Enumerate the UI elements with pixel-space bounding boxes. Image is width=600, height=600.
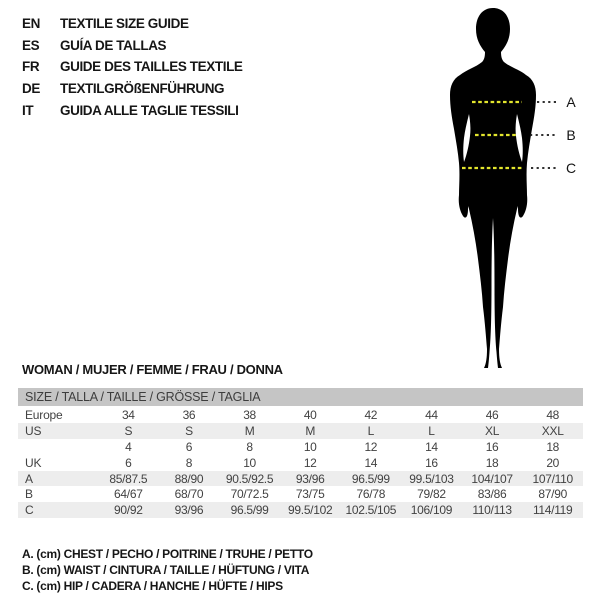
table-row-hip: C 90/92 93/96 96.5/99 99.5/102 102.5/105 106/109 110/113 114/119 bbox=[18, 502, 583, 518]
table-row-europe: Europe 34 36 38 40 42 44 46 48 bbox=[18, 408, 583, 424]
row-label: Europe bbox=[25, 408, 63, 423]
woman-silhouette bbox=[430, 0, 600, 380]
measurement-legend bbox=[22, 547, 313, 595]
table-row-waist: B 64/67 68/70 70/72.5 73/75 76/78 79/82 83/86 87/90 bbox=[18, 486, 583, 502]
measure-label-c: C bbox=[565, 160, 577, 176]
language-list bbox=[22, 13, 243, 121]
body-measurement-figure bbox=[430, 0, 600, 380]
row-label: UK bbox=[25, 455, 42, 470]
table-row-uk: UK 6 8 10 12 14 16 18 20 bbox=[18, 455, 583, 471]
size-table-header: SIZE / TALLA / TAILLE / GRÖSSE / TAGLIA bbox=[18, 388, 583, 406]
guide-title: GUIDA ALLE TAGLIE TESSILI bbox=[60, 102, 239, 118]
size-table bbox=[18, 388, 583, 518]
language-code: ES bbox=[22, 37, 40, 53]
guide-title: GUÍA DE TALLAS bbox=[60, 37, 167, 53]
row-label: US bbox=[25, 424, 42, 439]
table-row-chest: A 85/87.5 88/90 90.5/92.5 93/96 96.5/99 99.5/103 104/107 107/110 bbox=[18, 471, 583, 487]
language-code: EN bbox=[22, 16, 40, 32]
language-row bbox=[22, 35, 243, 57]
measure-label-a: A bbox=[566, 94, 576, 110]
table-row-us: US S S M M L L XL XXL bbox=[18, 423, 583, 439]
language-code: DE bbox=[22, 81, 40, 97]
table-title: WOMAN / MUJER / FEMME / FRAU / DONNA bbox=[22, 362, 283, 377]
language-row bbox=[22, 56, 243, 78]
row-label: B bbox=[25, 487, 33, 502]
language-row bbox=[22, 99, 243, 121]
language-code: FR bbox=[22, 59, 40, 75]
guide-title: TEXTILE SIZE GUIDE bbox=[60, 16, 189, 32]
language-code: IT bbox=[22, 102, 34, 118]
legend-line-hip: C. (cm) HIP / CADERA / HANCHE / HÜFTE / HIPS bbox=[22, 578, 283, 593]
table-row-us-numeric: 4 6 8 10 12 14 16 18 bbox=[125, 439, 560, 454]
guide-title: TEXTILGRÖßENFÜHRUNG bbox=[60, 81, 225, 97]
legend-line-waist: B. (cm) WAIST / CINTURA / TAILLE / HÜFTUNG / VITA bbox=[22, 562, 310, 577]
language-row bbox=[22, 13, 243, 35]
row-label: A bbox=[25, 471, 33, 486]
row-label: C bbox=[25, 503, 34, 518]
language-row bbox=[22, 78, 243, 100]
guide-title: GUIDE DES TAILLES TEXTILE bbox=[60, 59, 243, 75]
legend-line-chest: A. (cm) CHEST / PECHO / POITRINE / TRUHE / PETTO bbox=[22, 547, 313, 561]
measure-label-b: B bbox=[566, 127, 576, 143]
